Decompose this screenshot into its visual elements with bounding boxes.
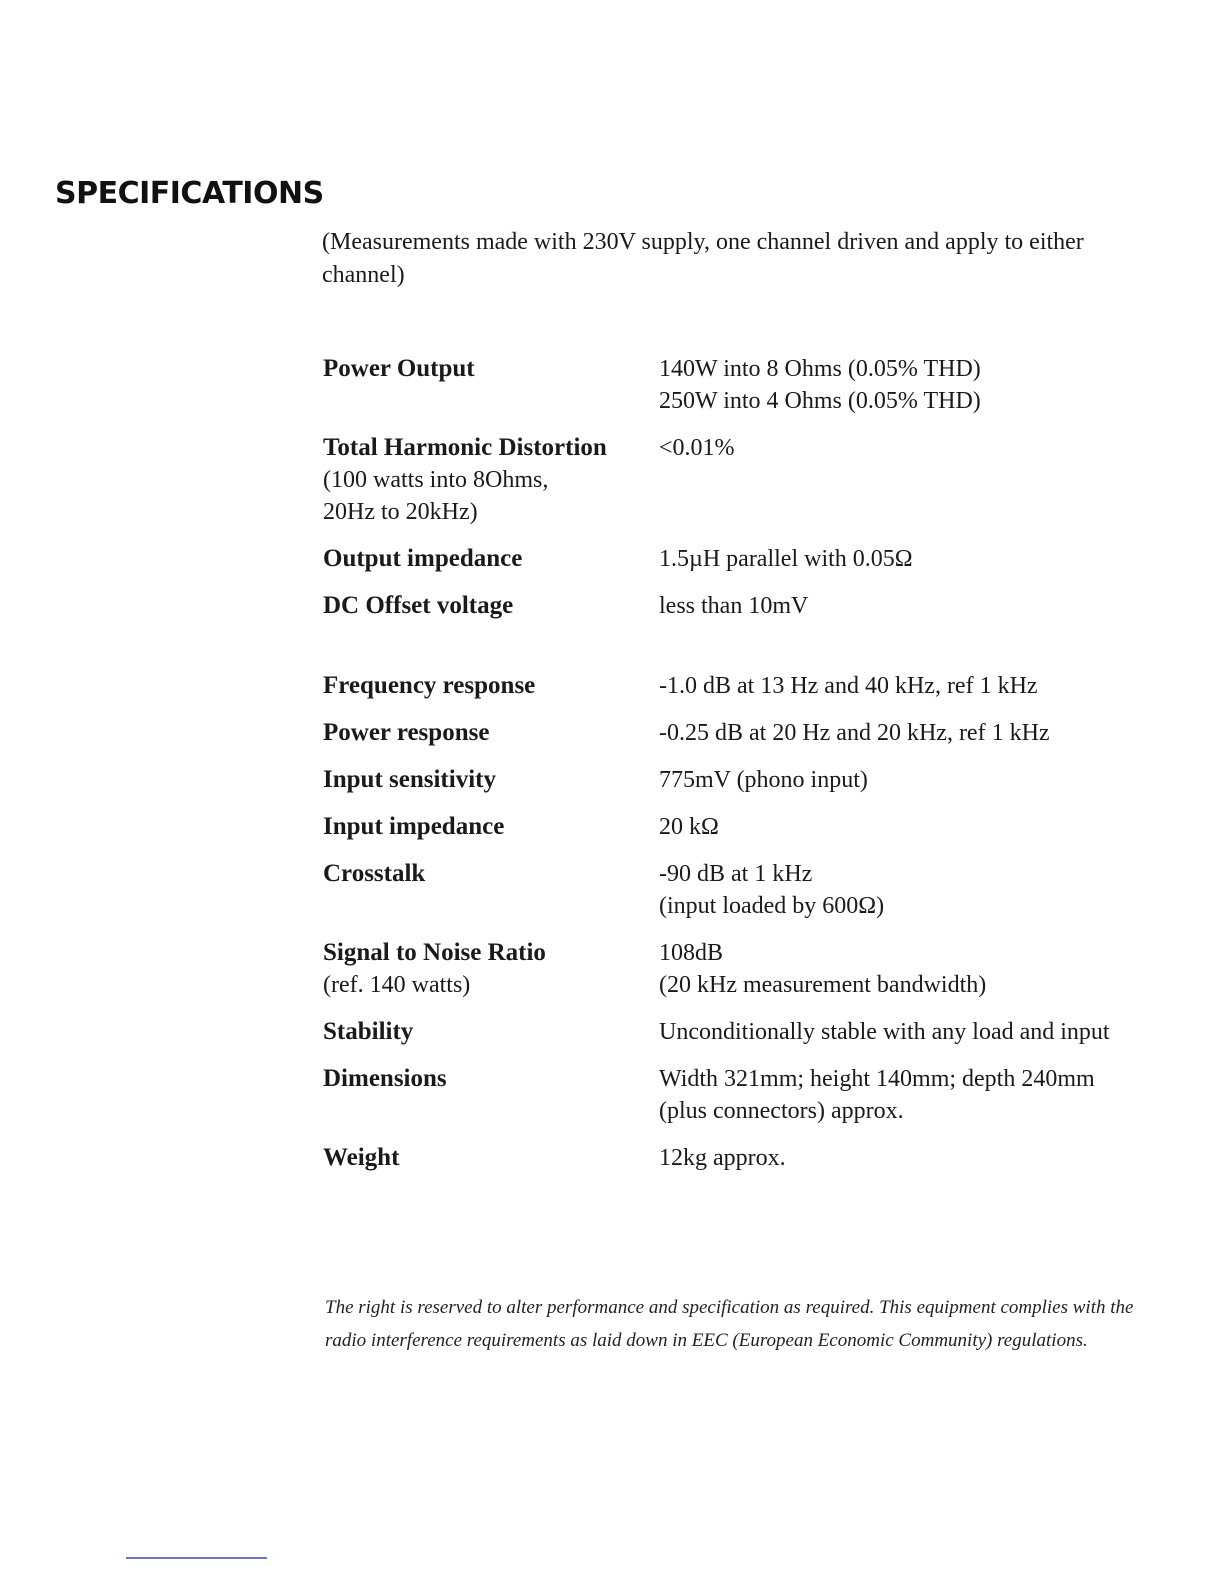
spec-value: -90 dB at 1 kHz (input loaded by 600Ω) (659, 861, 885, 919)
spec-row-stability (323, 1016, 1183, 1048)
spec-label: Output impedance (323, 545, 523, 572)
spec-value: <0.01% (659, 435, 735, 461)
spec-row-signal-to-noise (323, 937, 1183, 1001)
spec-label: Frequency response (323, 672, 536, 699)
spec-row-input-sensitivity (323, 764, 1183, 796)
spec-label: DC Offset voltage (323, 592, 514, 619)
spec-sublabel: (ref. 140 watts) (323, 972, 471, 998)
spec-value: 20 kΩ (659, 814, 719, 840)
spec-label: Weight (323, 1144, 400, 1171)
spec-row-output-impedance (323, 543, 1183, 575)
spec-label: Input impedance (323, 813, 505, 840)
spec-row-power-response (323, 717, 1183, 749)
spec-label: Total Harmonic Distortion (100 watts into 8Ohms, 20Hz to 20kHz) (323, 432, 659, 528)
spec-value: less than 10mV (659, 593, 809, 619)
spec-sublabel: (100 watts into 8Ohms, 20Hz to 20kHz) (323, 467, 549, 525)
spec-row-thd (323, 432, 1183, 528)
spec-value: Unconditionally stable with any load and input (659, 1019, 1110, 1045)
spec-label: Input sensitivity (323, 766, 496, 793)
spec-value: -0.25 dB at 20 Hz and 20 kHz, ref 1 kHz (659, 720, 1050, 746)
spec-row-dc-offset (323, 590, 1183, 622)
spec-row-input-impedance (323, 811, 1183, 843)
disclaimer-note: The right is reserved to alter performance and specification as required. This equipment complies with the radio interference requirements as laid down in EEC (European Economic Community) regulations. (325, 1297, 1134, 1351)
spec-label: Crosstalk (323, 860, 426, 887)
spec-label: Stability (323, 1018, 414, 1045)
spec-table (323, 353, 1183, 1174)
spec-value: 12kg approx. (659, 1145, 786, 1171)
spec-row-power-output (323, 353, 1183, 417)
spec-label: Power Output (323, 355, 475, 382)
spec-value: Width 321mm; height 140mm; depth 240mm (plus connectors) approx. (659, 1066, 1095, 1124)
spec-row-dimensions (323, 1063, 1183, 1127)
spec-row-frequency-response (323, 670, 1183, 702)
spec-value: 1.5µH parallel with 0.05Ω (659, 546, 913, 572)
spec-label: Dimensions (323, 1065, 447, 1092)
spec-value: 775mV (phono input) (659, 767, 868, 793)
spec-value: -1.0 dB at 13 Hz and 40 kHz, ref 1 kHz (659, 673, 1038, 699)
page-title: SPECIFICATIONS (55, 176, 324, 211)
spec-value: 108dB (20 kHz measurement bandwidth) (659, 940, 987, 998)
spec-value: 140W into 8 Ohms (0.05% THD) 250W into 4 Ohms (0.05% THD) (659, 356, 981, 414)
spec-row-crosstalk (323, 858, 1183, 922)
bottom-rule (126, 1557, 267, 1559)
spec-label: Power response (323, 719, 490, 746)
spec-label: Signal to Noise Ratio (ref. 140 watts) (323, 937, 659, 1001)
measurement-note: (Measurements made with 230V supply, one channel driven and apply to either channel) (322, 229, 1084, 288)
spec-row-weight (323, 1142, 1183, 1174)
